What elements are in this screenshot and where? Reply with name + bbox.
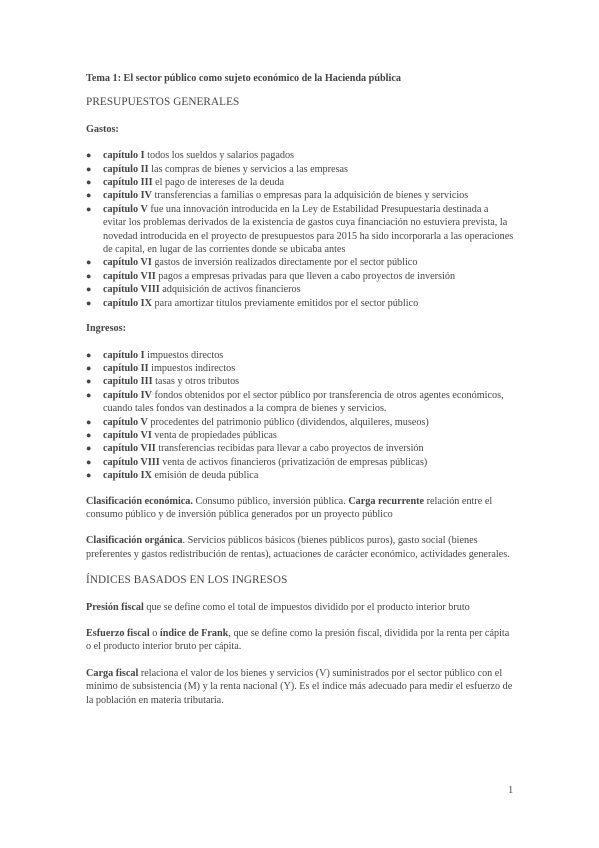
ingresos-list-item bbox=[86, 429, 514, 442]
clasificacion-organica-text: . Servicios públicos básicos (bienes públicos puros), gasto social (bienes preferentes y gastos redistribución de rentas), actuaciones de carácter económico, actividades generales. bbox=[86, 535, 510, 560]
carga-fiscal-text: relaciona el valor de los bienes y servicios (V) suministrados por el sector público con el mínimo de subsistencia (M) y la renta nacional (Y). Es el índice más adecuado para medir el esfuerzo de la población en materia tributaria. bbox=[86, 667, 513, 706]
chapter-description: tasas y otros tributos bbox=[152, 376, 240, 388]
section-heading-presupuestos: PRESUPUESTOS GENERALES bbox=[86, 96, 240, 109]
ingresos-list-item bbox=[86, 349, 514, 362]
chapter-label: capítulo IX bbox=[103, 297, 152, 309]
chapter-label: capítulo I bbox=[103, 349, 145, 361]
bullet-icon: ● bbox=[86, 389, 92, 400]
ingresos-list-item bbox=[86, 469, 514, 482]
gastos-list-item bbox=[86, 270, 514, 283]
indice-frank-term: índice de Frank bbox=[159, 628, 229, 639]
esfuerzo-fiscal-text: , que se define como la presión fiscal, dividida por la renta per cápita o el producto interior bruto per cápita. bbox=[86, 628, 510, 653]
chapter-description: transferencias a familias o empresas para la adquisición de bienes y servicios bbox=[151, 190, 469, 202]
chapter-description: impuestos indirectos bbox=[148, 362, 236, 374]
gastos-list-item bbox=[86, 297, 514, 310]
chapter-description: transferencias recibidas para llevar a cabo proyectos de inversión bbox=[155, 443, 424, 455]
ingresos-list-item bbox=[86, 416, 514, 429]
bullet-icon: ● bbox=[86, 362, 92, 373]
ingresos-list bbox=[86, 349, 514, 483]
presion-fiscal-paragraph bbox=[86, 601, 514, 614]
chapter-description: venta de activos financieros (privatización de empresas públicas) bbox=[159, 456, 428, 468]
bullet-icon: ● bbox=[86, 456, 92, 467]
gastos-list-item bbox=[86, 283, 514, 296]
chapter-label: capítulo VII bbox=[103, 270, 156, 282]
presion-fiscal-term: Presión fiscal bbox=[86, 601, 144, 613]
esfuerzo-fiscal-term: Esfuerzo fiscal bbox=[86, 628, 150, 639]
bullet-icon: ● bbox=[86, 297, 92, 308]
carga-fiscal-term: Carga fiscal bbox=[86, 667, 139, 679]
gastos-heading: Gastos: bbox=[86, 123, 119, 135]
esfuerzo-fiscal-paragraph bbox=[86, 627, 514, 654]
carga-fiscal-paragraph bbox=[86, 667, 514, 707]
chapter-description: venta de propiedades públicas bbox=[151, 429, 277, 441]
ingresos-list-item bbox=[86, 456, 514, 469]
bullet-icon: ● bbox=[86, 203, 92, 214]
presion-fiscal-text: que se define como el total de impuestos dividido por el producto interior bruto bbox=[143, 601, 470, 613]
chapter-description: para amortizar títulos previamente emitidos por el sector público bbox=[151, 297, 419, 309]
chapter-label: capítulo II bbox=[103, 163, 149, 175]
gastos-list-item bbox=[86, 256, 514, 269]
chapter-description: fondos obtenidos por el sector público por transferencia de otros agentes económicos, cuando tales fondos van destinados a la compra de bienes y servicios. bbox=[103, 389, 504, 415]
esfuerzo-fiscal-connector: o bbox=[149, 628, 160, 639]
ingresos-list-item bbox=[86, 375, 514, 388]
bullet-icon: ● bbox=[86, 429, 92, 440]
bullet-icon: ● bbox=[86, 376, 92, 387]
bullet-icon: ● bbox=[86, 163, 92, 174]
carga-recurrente-term: Carga recurrente bbox=[348, 495, 425, 507]
chapter-label: capítulo III bbox=[103, 177, 153, 189]
bullet-icon: ● bbox=[86, 190, 92, 201]
chapter-description: impuestos directos bbox=[144, 349, 224, 361]
bullet-icon: ● bbox=[86, 257, 92, 268]
ingresos-list-item bbox=[86, 389, 514, 416]
chapter-label: capítulo IV bbox=[103, 389, 152, 401]
gastos-list-item bbox=[86, 189, 514, 202]
chapter-description: fue una innovación introducida en la Ley de Estabilidad Presupuestaria destinada a evitar los problemas derivados de la existencia de gastos cuya financiación no estuviera prevista, la novedad introducida en el proyecto de presupuestos para 2015 ha sido incorporarla a las operaciones de capital, en lugar de las corrientes donde se ubicaba antes bbox=[103, 203, 514, 256]
gastos-list-item bbox=[86, 149, 514, 162]
clasificacion-economica-paragraph bbox=[86, 495, 514, 522]
gastos-list-item bbox=[86, 203, 514, 257]
bullet-icon: ● bbox=[86, 284, 92, 295]
chapter-description: adquisición de activos financieros bbox=[159, 284, 301, 296]
chapter-label: capítulo VI bbox=[103, 429, 152, 441]
bullet-icon: ● bbox=[86, 270, 92, 281]
section-heading-indices: ÍNDICES BASADOS EN LOS INGRESOS bbox=[86, 574, 288, 587]
chapter-label: capítulo II bbox=[103, 362, 149, 374]
chapter-label: capítulo IX bbox=[103, 470, 152, 482]
clasificacion-economica-term: Clasificación económica. bbox=[86, 495, 193, 507]
ingresos-heading: Ingresos: bbox=[86, 323, 126, 335]
chapter-description: gastos de inversión realizados directamente por el sector público bbox=[151, 257, 418, 269]
chapter-label: capítulo VII bbox=[103, 443, 156, 455]
chapter-label: capítulo V bbox=[103, 203, 148, 215]
bullet-icon: ● bbox=[86, 416, 92, 427]
document-title: Tema 1: El sector público como sujeto económico de la Hacienda pública bbox=[86, 73, 401, 84]
gastos-list-item bbox=[86, 163, 514, 176]
clasificacion-organica-term: Clasificación orgánica bbox=[86, 535, 183, 547]
chapter-label: capítulo V bbox=[103, 416, 148, 428]
clasificacion-economica-text: Consumo público, inversión pública. bbox=[192, 495, 349, 507]
chapter-label: capítulo IV bbox=[103, 190, 152, 202]
ingresos-list-item bbox=[86, 442, 514, 455]
carga-recurrente-text: relación entre el consumo público y de inversión pública generados por un proyecto público bbox=[86, 495, 493, 520]
chapter-label: capítulo VI bbox=[103, 257, 152, 269]
bullet-icon: ● bbox=[86, 349, 92, 360]
chapter-description: procedentes del patrimonio público (dividendos, alquileres, museos) bbox=[147, 416, 429, 428]
document-page bbox=[86, 72, 514, 720]
chapter-description: el pago de intereses de la deuda bbox=[152, 177, 285, 189]
clasificacion-organica-paragraph bbox=[86, 534, 514, 561]
chapter-description: las compras de bienes y servicios a las empresas bbox=[148, 163, 349, 175]
chapter-description: emisión de deuda pública bbox=[151, 470, 259, 482]
chapter-description: todos los sueldos y salarios pagados bbox=[144, 150, 295, 162]
ingresos-list-item bbox=[86, 362, 514, 375]
bullet-icon: ● bbox=[86, 443, 92, 454]
chapter-description: pagos a empresas privadas para que lleven a cabo proyectos de inversión bbox=[155, 270, 456, 282]
chapter-label: capítulo VIII bbox=[103, 284, 160, 296]
chapter-label: capítulo III bbox=[103, 376, 153, 388]
gastos-list bbox=[86, 149, 514, 310]
chapter-label: capítulo VIII bbox=[103, 456, 160, 468]
page-number: 1 bbox=[508, 785, 514, 796]
bullet-icon: ● bbox=[86, 470, 92, 481]
gastos-list-item bbox=[86, 176, 514, 189]
chapter-label: capítulo I bbox=[103, 150, 145, 162]
bullet-icon: ● bbox=[86, 177, 92, 188]
bullet-icon: ● bbox=[86, 150, 92, 161]
